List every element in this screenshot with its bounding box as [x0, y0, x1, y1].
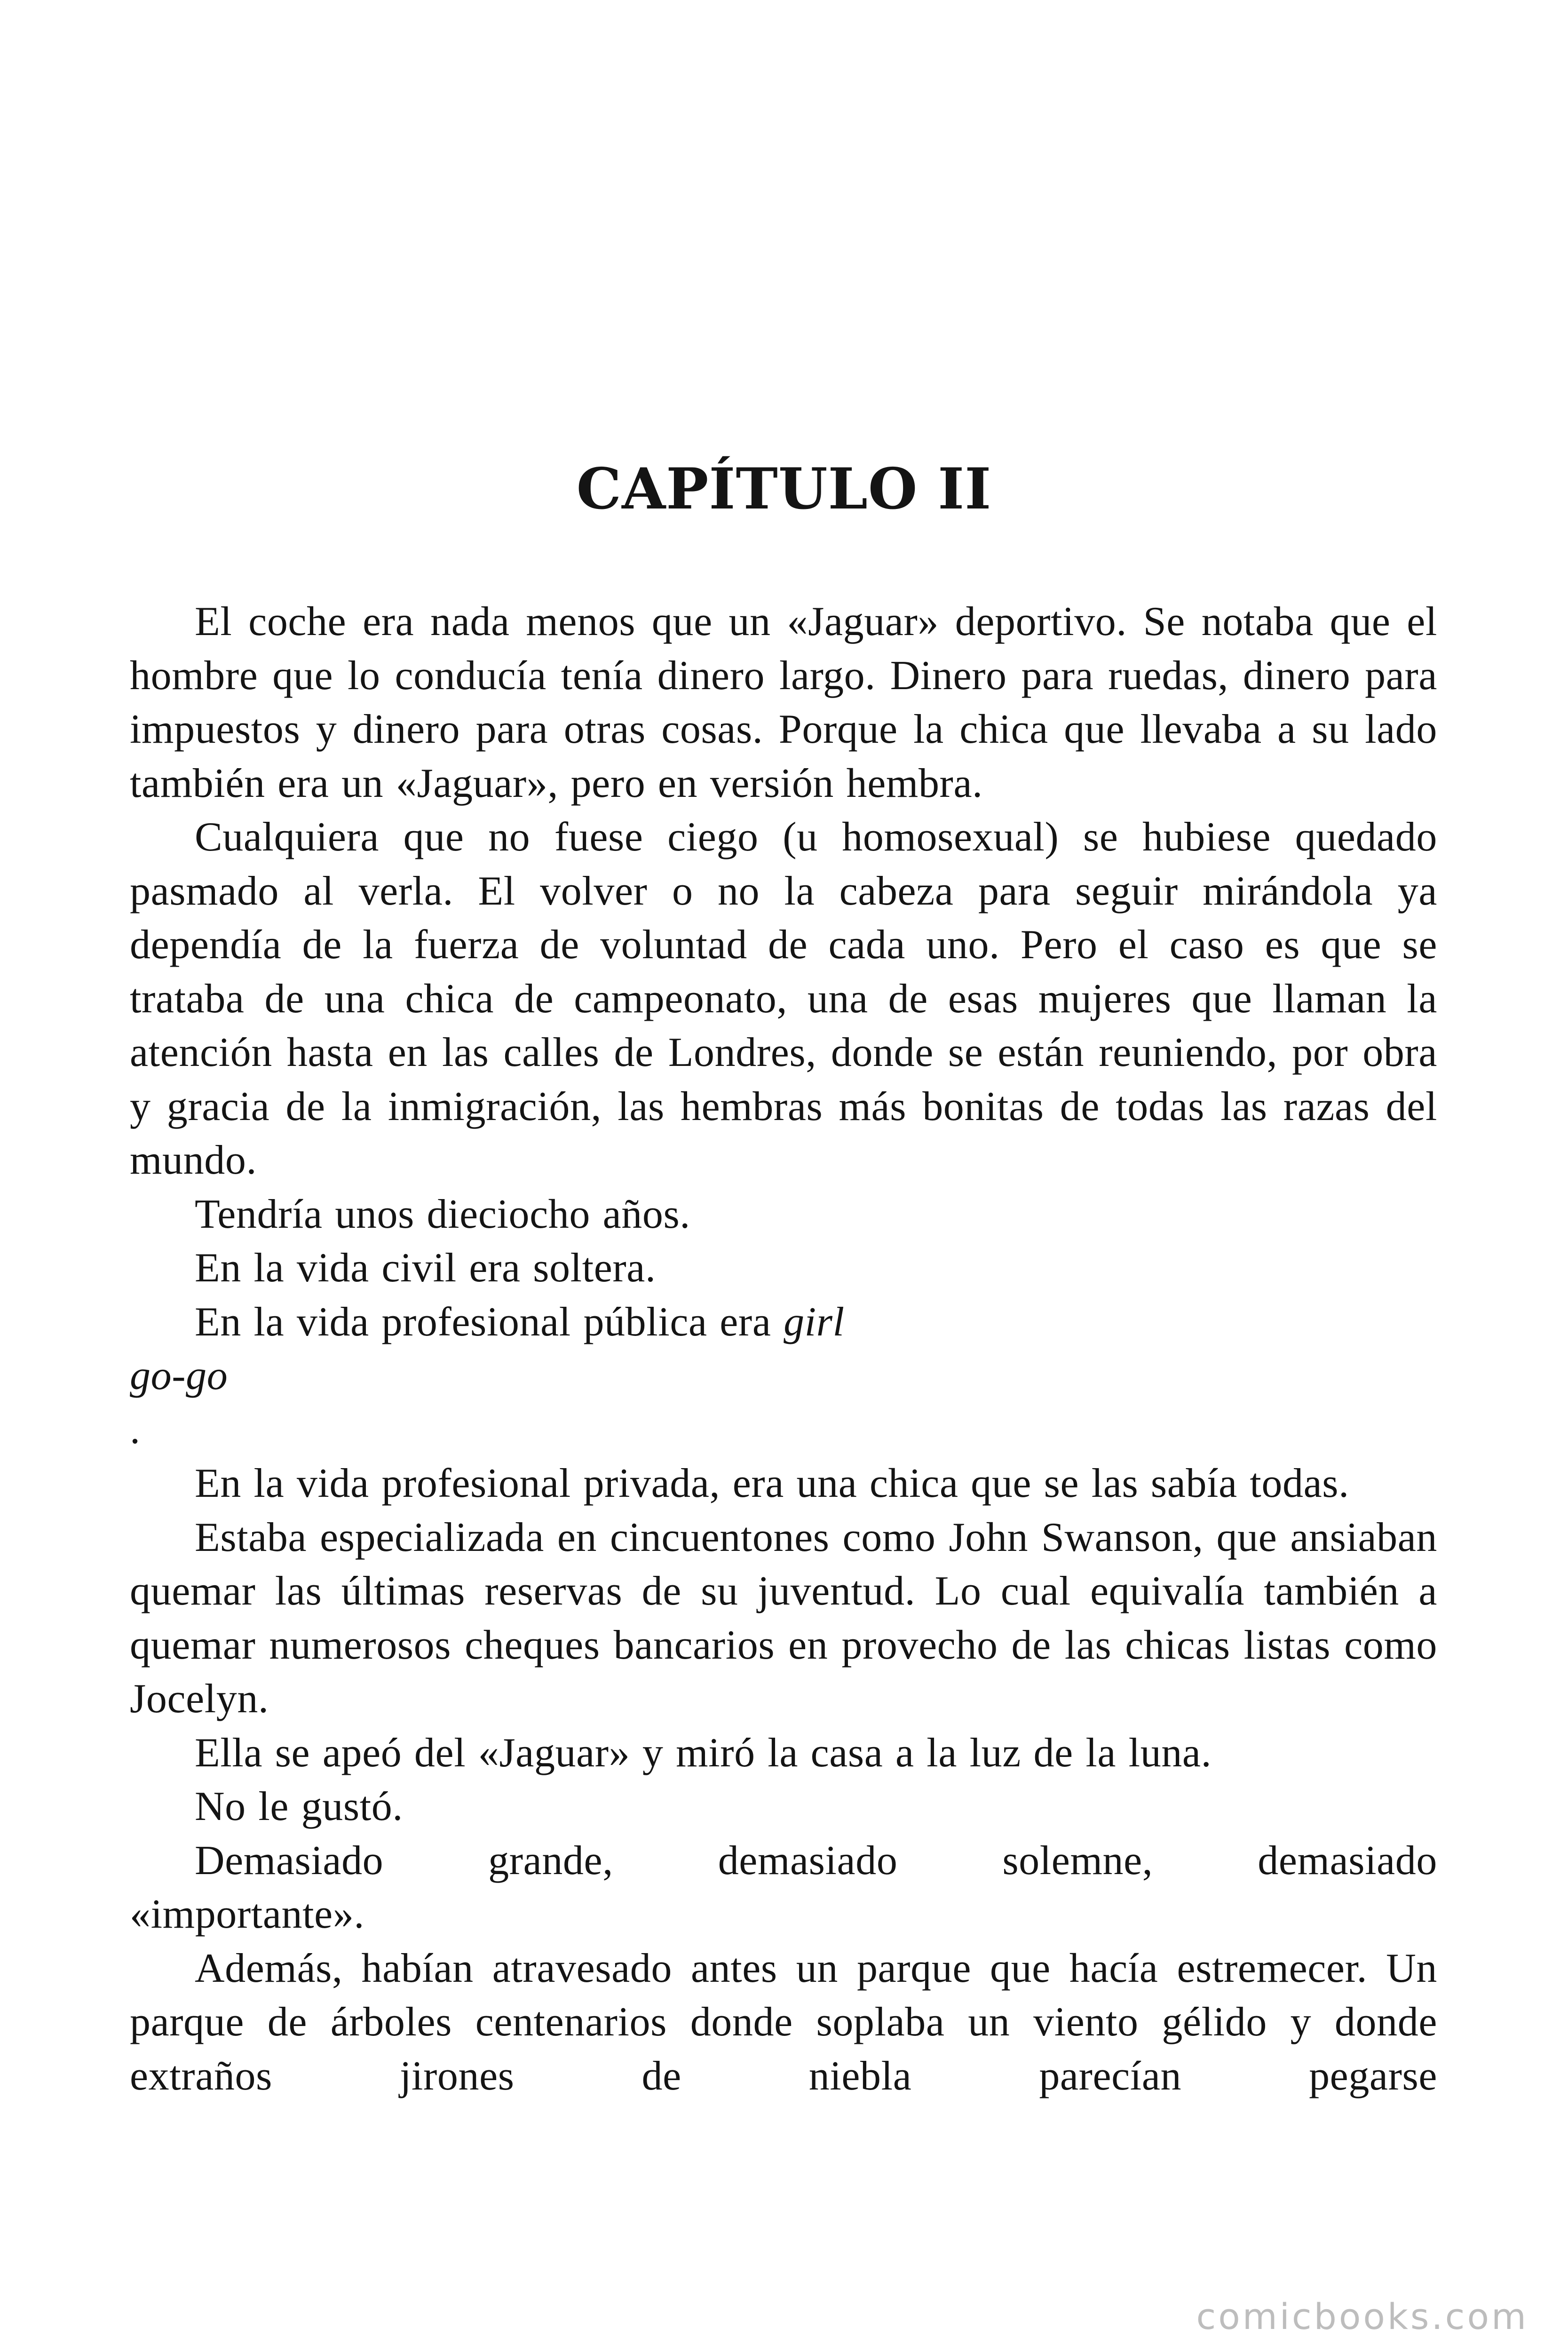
paragraph: Cualquiera que no fuese ciego (u homosexual) se hubiese quedado pasmado al verla. El volver o no la cabeza para seguir mirándola ya dependía de la fuerza de voluntad de cada uno. Pero el caso es que se trataba de una chica de campeonato, una de esas mujeres que llaman la atención hasta en las calles de Londres, donde se están reuniendo, por obra y gracia de la inmigración, las hembras más bonitas de todas las razas del mundo. — [130, 814, 1437, 1183]
paragraph: Además, habían atravesado antes un parque que hacía estremecer. Un parque de árboles centenarios donde soplaba un viento gélido y donde extraños jirones de niebla parecían pegarse — [130, 1945, 1437, 2099]
paragraph: No le gustó. — [195, 1784, 403, 1829]
paragraph: En la vida profesional privada, era una chica que se las sabía todas. — [195, 1461, 1349, 1506]
italic-term: go-go — [130, 1353, 228, 1398]
paragraph: El coche era nada menos que un «Jaguar» deportivo. Se notaba que el hombre que lo conducía tenía dinero largo. Dinero para ruedas, dinero para impuestos y dinero para otras cosas. Porque la chica que llevaba a su lado también era un «Jaguar», pero en versión hembra. — [130, 599, 1437, 806]
chapter-title: CAPÍTULO II — [576, 456, 992, 522]
paragraph-text: En la vida profesional pública era — [195, 1299, 784, 1345]
paragraph: Tendría unos dieciocho años. — [195, 1191, 690, 1237]
paragraph — [130, 1349, 1437, 1403]
paragraph: Demasiado grande, demasiado solemne, demasiado — [195, 1837, 1437, 1883]
italic-term: girl — [784, 1299, 845, 1345]
paragraph: Ella se apeó del «Jaguar» y miró la casa a la luz de la luna. — [195, 1730, 1212, 1776]
watermark: comicbooks.com — [1196, 2296, 1528, 2337]
paragraph: En la vida civil era soltera. — [195, 1245, 656, 1291]
chapter-body — [130, 595, 1437, 2103]
paragraph — [130, 1295, 1437, 1350]
paragraph: «importante». — [130, 1891, 365, 1937]
paragraph: Estaba especializada en cincuentones como John Swanson, que ansiaban quemar las últimas reservas de su juventud. Lo cual equivalía también a quemar numerosos cheques bancarios en provecho de las chicas listas como Jocelyn. — [130, 1514, 1437, 1722]
paragraph: . — [130, 1406, 141, 1453]
